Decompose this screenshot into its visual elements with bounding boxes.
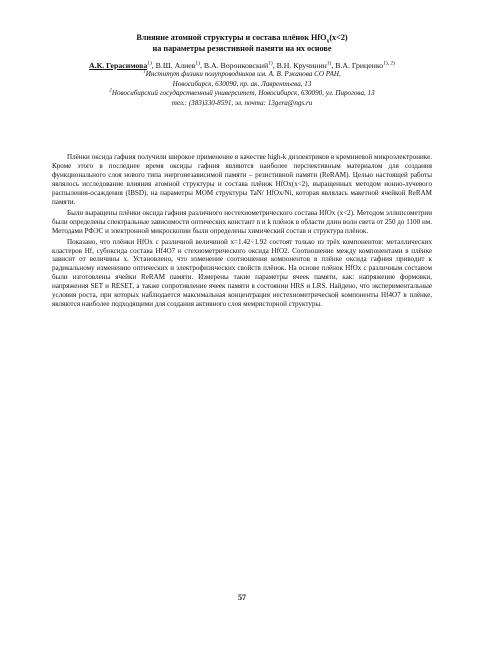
author-name: В.А. Воронковский: [203, 61, 269, 70]
affiliation-line: $^2$Новосибирский государственный университет, Новосибирск, 630090, ул. Пирогова, 13: [109, 89, 375, 98]
author-name: В.Н. Кручинин: [276, 61, 327, 70]
title-line-1: Влияние атомной структуры и состава плёнок HfO$_x$(x<2): [136, 33, 348, 45]
paper-title: [40, 33, 444, 54]
abstract-body: [52, 153, 432, 311]
paragraph: Были выращены плёнки оксида гафния различного нестехиометрического состава HfOx (x<2). Методом эллипсометрии были определены спектральные зависимости оптических констант n и k плёнок в области длин волн света от 250 до 1100 нм. Методами РФЭС и электронной микроскопии были определены химический состав и структура плёнок.: [52, 208, 432, 235]
author-affiliation-mark: 1): [268, 60, 273, 67]
page-number: 57: [238, 593, 246, 602]
author-affiliation-mark: 1), 2): [383, 60, 395, 67]
affiliation-line: $^1$Институт физики полупроводников им. А. В. Ржанова СО РАН,: [143, 69, 341, 78]
author-affiliation-mark: 1): [326, 60, 332, 67]
title-line-2: на параметры резистивной памяти на их основе: [152, 43, 332, 53]
affiliations: [40, 70, 444, 109]
author-affiliation-mark: 1): [147, 60, 152, 67]
author-name: В.А. Гриценко: [335, 61, 384, 70]
author-name: А.К. Герасимова: [89, 61, 148, 70]
paragraph: Плёнки оксида гафния получили широкое применение в качестве high-k диэлектриков в кремниевой микроэлектронике. Кроме этого в последнее время оксиды гафния являются наиболее перспективным материалом для создания функционального слоя нового типа энергонезависимой памяти – резистивной памяти (ReRAM). Целью настоящей работы являлось исследование влияния атомной структуры и состава плёнок HfOx(x<2), выращенных методом ионно-лучевого распыления-осаждения (IBSD), на параметры MOM структуры TaN/ HfOx/Ni, которая являлась макетной ячейкой ReRAM памяти.: [52, 153, 432, 206]
contact-line: тел.: (383)330-8591, эл. почта: 13gera@ngs.ru: [171, 99, 313, 108]
paragraph: Показано, что плёнки HfOx с различной величиной x=1.42÷1.92 состоят только из трёх компонентов: металлических кластеров Hf, субоксида состава Hf4O7 и стехиометрического оксида HfO2. Соотношение между компонентами в плёнке зависит от величины x. Установлено, что изменение соотношения компонентов в плёнке оксида гафния приводит к радикальному изменению оптических и электрофизических свойств плёнок. На основе плёнок HfOx с различным составом были изготовлены ячейки ReRAM памяти. Измерены такие параметры ячеек памяти, как: напряжение формовки, напряжения SET и RESET, а также сопротивление ячеек памяти в состоянии HRS и LRS. Найдено, что экспериментальные условия роста, при которых наблюдается максимальная концентрация нестехиометрической компоненты Hf4O7 в плёнке, являются наиболее подходящими для создания активного слоя мемристорной структуры.: [52, 237, 432, 309]
author-affiliation-mark: 1): [195, 60, 200, 67]
author-list: А.К. Герасимова$^{1)}$, В.Ш. Алиев$^{1)}$, В.А. Воронковский$^{1)}$, В.Н. Кручинин$^{1)}$, В.А. Гриценко$^{1), 2)}$: [89, 60, 395, 70]
affiliation-line: Новосибирск, 630090, пр. ак. Лаврентьева, 13: [172, 79, 312, 88]
author-name: В.Ш. Алиев: [155, 61, 196, 70]
